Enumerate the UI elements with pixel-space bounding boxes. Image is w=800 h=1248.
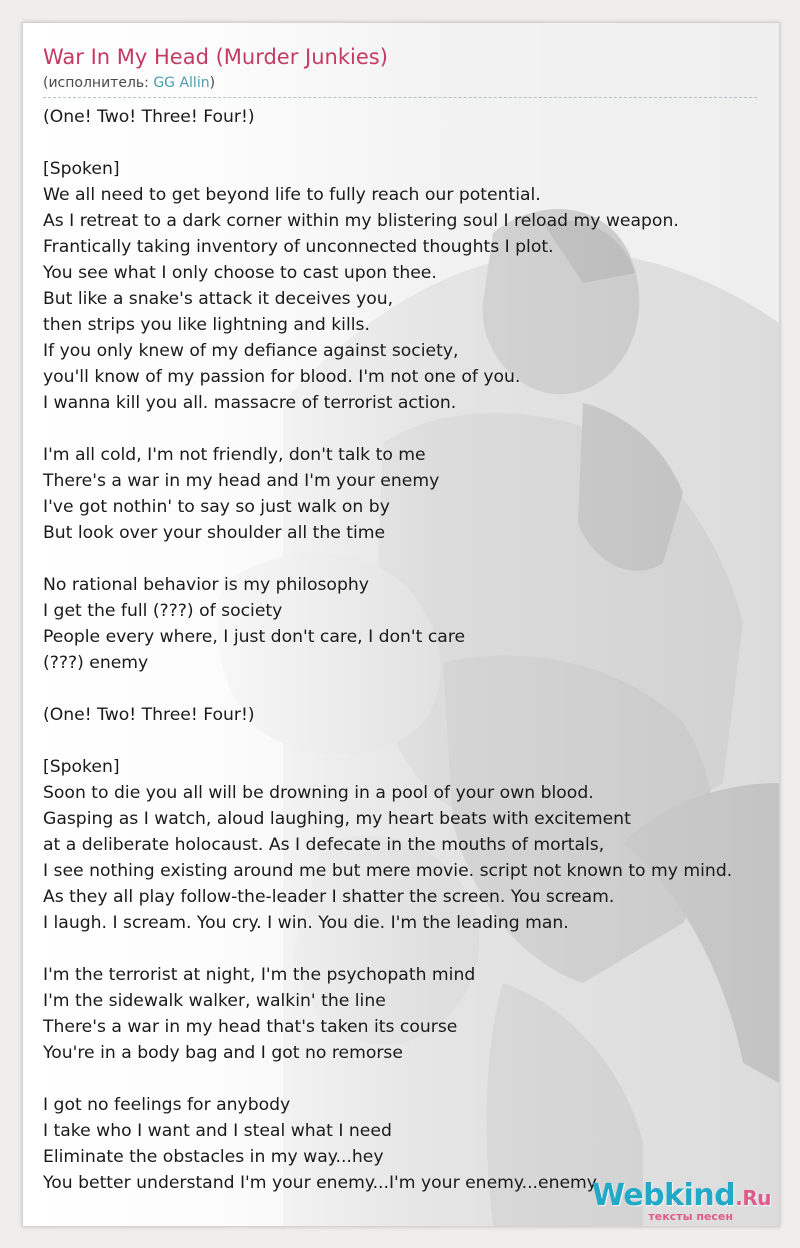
lyric-line: you'll know of my passion for blood. I'm not one of you. — [43, 367, 521, 387]
song-header — [43, 41, 757, 98]
lyric-line: at a deliberate holocaust. As I defecate in the mouths of mortals, — [43, 835, 605, 855]
lyric-line: There's a war in my head and I'm your enemy — [43, 471, 440, 491]
lyrics-stanza — [43, 104, 773, 130]
lyrics-stanza — [43, 702, 773, 728]
lyrics-text — [43, 104, 773, 1222]
lyric-line: You see what I only choose to cast upon thee. — [43, 263, 437, 283]
lyric-line: I'm the sidewalk walker, walkin' the line — [43, 991, 386, 1011]
lyrics-card — [22, 22, 780, 1227]
lyric-line: No rational behavior is my philosophy — [43, 575, 369, 595]
lyric-line: People every where, I just don't care, I don't care — [43, 627, 466, 647]
lyric-line: Eliminate the obstacles in my way...hey — [43, 1147, 384, 1167]
lyric-line: I wanna kill you all. massacre of terrorist action. — [43, 393, 457, 413]
lyric-line: I got no feelings for anybody — [43, 1095, 291, 1115]
lyrics-stanza — [43, 754, 773, 936]
lyric-line: then strips you like lightning and kills. — [43, 315, 370, 335]
logo-tagline: тексты песен — [648, 1210, 733, 1223]
lyric-line: (One! Two! Three! Four!) — [43, 705, 255, 725]
lyric-line: But like a snake's attack it deceives you, — [43, 289, 394, 309]
lyric-line: I'm all cold, I'm not friendly, don't talk to me — [43, 445, 426, 465]
logo-tld: .Ru — [735, 1186, 771, 1210]
lyric-line: (One! Two! Three! Four!) — [43, 107, 255, 127]
lyric-line: You better understand I'm your enemy...I'm your enemy...enemy — [43, 1173, 597, 1193]
lyrics-stanza — [43, 962, 773, 1066]
lyric-line: I'm the terrorist at night, I'm the psychopath mind — [43, 965, 476, 985]
lyric-line: But look over your shoulder all the time — [43, 523, 386, 543]
lyric-line: I see nothing existing around me but mere movie. script not known to my mind. — [43, 861, 733, 881]
song-title: War In My Head (Murder Junkies) — [43, 45, 388, 69]
performer-prefix: (исполнитель: — [43, 75, 154, 91]
lyric-line: I take who I want and I steal what I need — [43, 1121, 392, 1141]
lyric-line: As they all play follow-the-leader I shatter the screen. You scream. — [43, 887, 615, 907]
performer-link[interactable]: GG Allin — [153, 75, 210, 91]
lyric-line: We all need to get beyond life to fully reach our potential. — [43, 185, 541, 205]
lyric-line: [Spoken] — [43, 159, 120, 179]
logo-main-text: Webkind — [591, 1178, 736, 1213]
lyric-line: I get the full (???) of society — [43, 601, 283, 621]
lyric-line: Frantically taking inventory of unconnected thoughts I plot. — [43, 237, 554, 257]
performer-suffix: ) — [209, 75, 216, 91]
lyric-line: There's a war in my head that's taken its course — [43, 1017, 458, 1037]
lyric-line: If you only knew of my defiance against society, — [43, 341, 459, 361]
lyric-line: [Spoken] — [43, 757, 120, 777]
lyric-line: (???) enemy — [43, 653, 149, 673]
lyrics-stanza — [43, 156, 773, 416]
logo-wordmark — [592, 1180, 771, 1214]
lyrics-stanza — [43, 572, 773, 676]
site-logo[interactable] — [592, 1180, 771, 1222]
lyric-line: Soon to die you all will be drowning in a pool of your own blood. — [43, 783, 594, 803]
lyric-line: I've got nothin' to say so just walk on by — [43, 497, 390, 517]
lyric-line: As I retreat to a dark corner within my blistering soul I reload my weapon. — [43, 211, 679, 231]
lyric-line: I laugh. I scream. You cry. I win. You die. I'm the leading man. — [43, 913, 569, 933]
performer-line — [43, 73, 757, 93]
lyric-line: Gasping as I watch, aloud laughing, my heart beats with excitement — [43, 809, 631, 829]
lyric-line: You're in a body bag and I got no remorse — [43, 1043, 403, 1063]
lyrics-stanza — [43, 442, 773, 546]
